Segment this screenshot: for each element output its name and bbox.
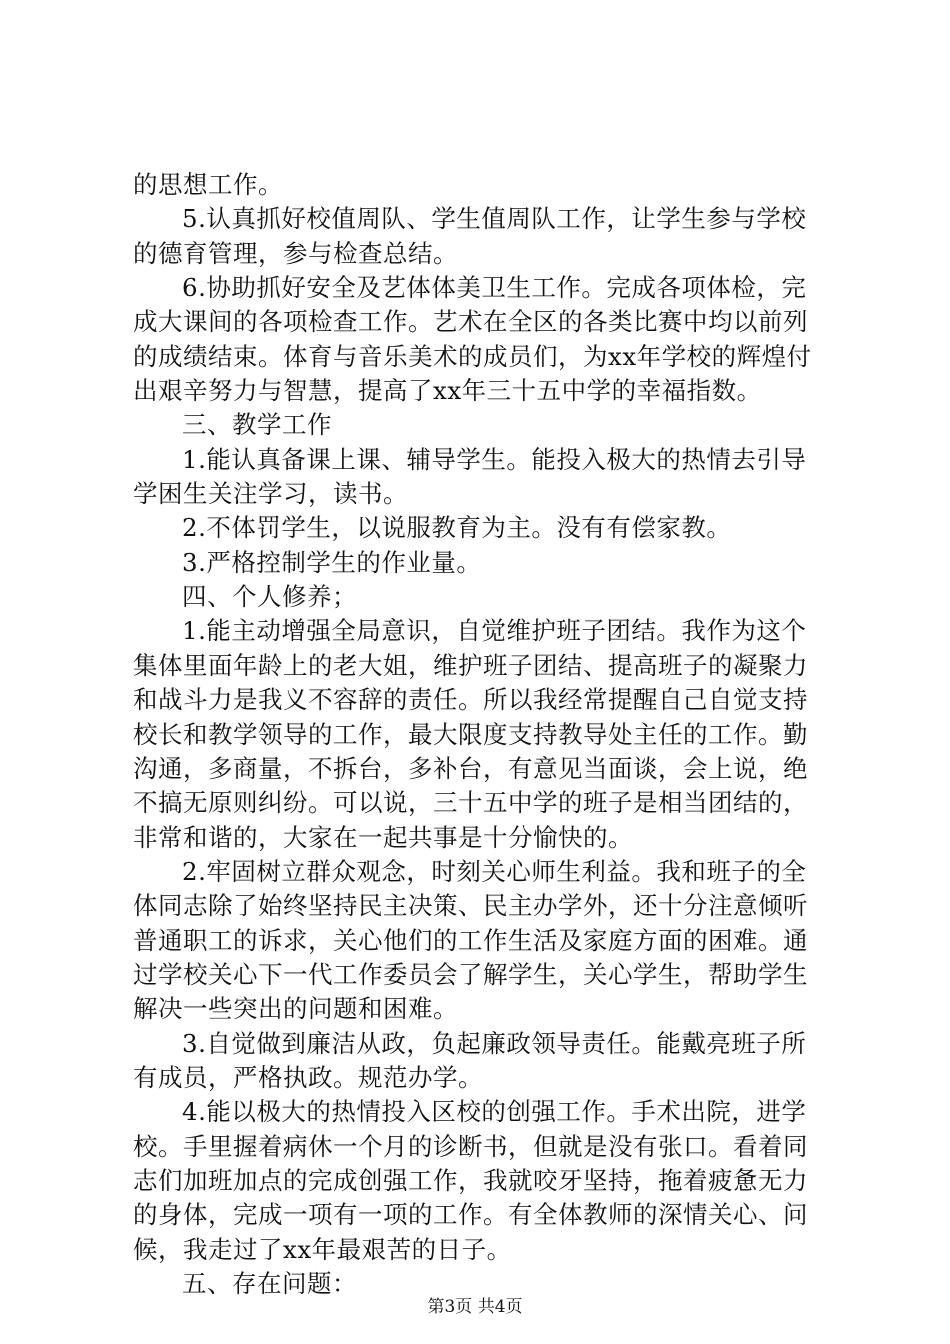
- section-heading: 三、教学工作: [182, 410, 332, 440]
- text-line: 的思想工作。: [133, 170, 283, 199]
- text-line: 1.能认真备课上课、辅导学生。能投入极大的热情去引导: [182, 444, 807, 474]
- text-line: 的身体，完成一项有一项的工作。有全体教师的深情关心、问: [133, 1200, 808, 1230]
- text-line: 过学校关心下一代工作委员会了解学生，关心学生，帮助学生: [133, 959, 808, 989]
- section-heading: 五、存在问题：: [182, 1269, 357, 1298]
- text-line: 候，我走过了xx年最艰苦的日子。: [133, 1234, 512, 1264]
- text-line: 沟通，多商量，不拆台，多补台，有意见当面谈，会上说，绝: [133, 753, 808, 783]
- text-line: 3.严格控制学生的作业量。: [182, 547, 482, 577]
- text-line: 2.牢固树立群众观念，时刻关心师生利益。我和班子的全: [182, 856, 807, 886]
- text-line: 校长和教学领导的工作，最大限度支持教导处主任的工作。勤: [133, 719, 808, 749]
- text-line: 有成员，严格执政。规范办学。: [133, 1062, 483, 1092]
- page-number-footer: 第3页 共4页: [427, 1297, 523, 1317]
- text-line: 成大课间的各项检查工作。艺术在全区的各类比赛中均以前列: [133, 307, 808, 337]
- document-body: [133, 168, 833, 1301]
- text-line: 的成绩结束。体育与音乐美术的成员们，为xx年学校的辉煌付: [133, 341, 812, 371]
- text-line: 出艰辛努力与智慧，提高了xx年三十五中学的幸福指数。: [133, 376, 762, 406]
- text-line: 志们加班加点的完成创强工作，我就咬牙坚持，拖着疲惫无力: [133, 1165, 808, 1195]
- text-line: 1.能主动增强全局意识，自觉维护班子团结。我作为这个: [182, 616, 807, 646]
- text-line: 集体里面年龄上的老大姐，维护班子团结、提高班子的凝聚力: [133, 650, 808, 680]
- text-line: 2.不体罚学生，以说服教育为主。没有有偿家教。: [182, 513, 732, 543]
- text-line: 普通职工的诉求，关心他们的工作生活及家庭方面的困难。通: [133, 925, 808, 955]
- text-line: 和战斗力是我义不容辞的责任。所以我经常提醒自己自觉支持: [133, 685, 808, 715]
- text-line: 体同志除了始终坚持民主决策、民主办学外，还十分注意倾听: [133, 891, 808, 921]
- text-line: 6.协助抓好安全及艺体体美卫生工作。完成各项体检，完: [182, 273, 807, 303]
- text-line: 解决一些突出的问题和困难。: [133, 994, 458, 1024]
- section-heading: 四、个人修养；: [182, 582, 357, 612]
- text-line: 3.自觉做到廉洁从政，负起廉政领导责任。能戴亮班子所: [182, 1028, 807, 1058]
- text-line: 的德育管理，参与检查总结。: [133, 238, 458, 268]
- text-line: 非常和谐的，大家在一起共事是十分愉快的。: [133, 822, 633, 852]
- text-line: 4.能以极大的热情投入区校的创强工作。手术出院，进学: [182, 1097, 807, 1127]
- text-line: 5.认真抓好校值周队、学生值周队工作，让学生参与学校: [182, 204, 807, 234]
- text-line: 校。手里握着病休一个月的诊断书，但就是没有张口。看着同: [133, 1131, 808, 1161]
- text-line: 不搞无原则纠纷。可以说，三十五中学的班子是相当团结的，: [133, 788, 808, 818]
- text-line: 学困生关注学习，读书。: [133, 479, 408, 509]
